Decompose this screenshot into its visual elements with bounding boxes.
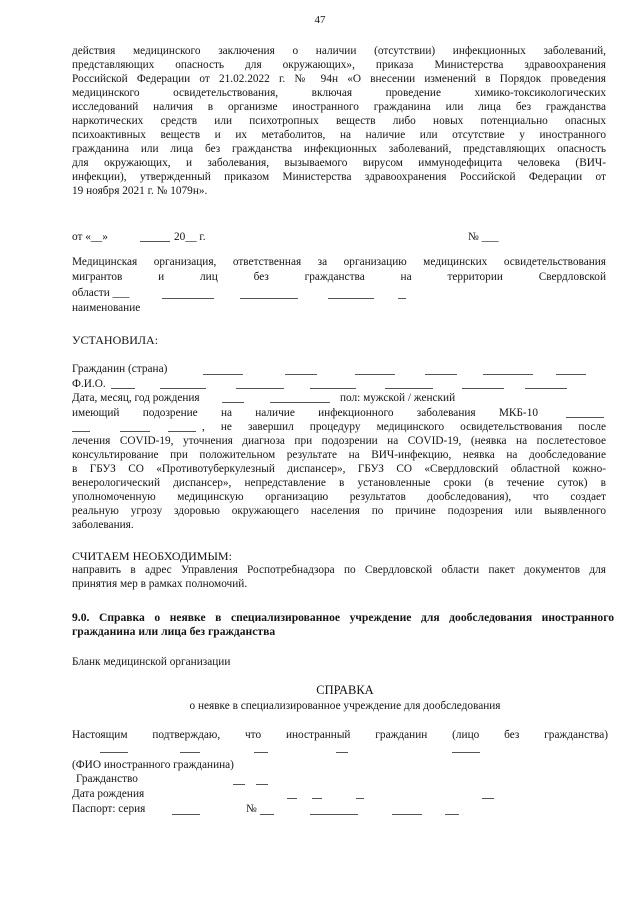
intro-line: действия медицинского заключения о наличии (отсутствии) инфекционных заболеваний, [72, 45, 606, 57]
org-blank [328, 298, 374, 299]
suspicion-line: имеющий подозрение на наличие инфекционного заболевания МКБ-10 [72, 407, 538, 419]
birth-label: Дата, месяц, год рождения [72, 392, 200, 404]
field-blank [355, 374, 395, 375]
suspicion-line: венерологический диспансер», непредставление в установленные сроки (в течение суток) в [72, 477, 606, 489]
org-name-caption: наименование [72, 302, 141, 314]
suspicion-line: реальную угрозу здоровью окружающего населения по причине подозрения или выявленного [72, 505, 606, 517]
field-blank [556, 374, 586, 375]
org-blank [398, 298, 406, 299]
field-blank [462, 388, 504, 389]
field-blank [270, 402, 330, 403]
intro-line: инфекции), утвержденный приказом Министерства здравоохранения Российской Федерации от [72, 171, 606, 183]
fio-blank [452, 752, 480, 753]
field-blank [203, 374, 243, 375]
suspicion-line: лечения COVID-19, уточнения диагноза при подозрении на COVID-19, (неявка на послетестовое [72, 435, 606, 447]
birth-date-blank [287, 798, 297, 799]
section-title-cont: гражданина или лица без гражданства [72, 625, 276, 638]
intro-line: 19 ноября 2021 г. № 1079н». [72, 185, 208, 197]
intro-line: психоактивных веществ и их метаболитов, на наличие или отсутствие у иностранного [72, 129, 606, 141]
citizenship-blank [233, 784, 245, 785]
passport-number-blank [392, 814, 422, 815]
necessary-heading: СЧИТАЕМ НЕОБХОДИМЫМ: [72, 549, 232, 563]
org-line: Медицинская организация, ответственная за организацию медицинских освидетельствования [72, 256, 606, 268]
established-heading: УСТАНОВИЛА: [72, 333, 159, 347]
field-blank [385, 388, 433, 389]
certificate-subtitle: о неявке в специализированное учреждение для дообследования [189, 700, 501, 712]
intro-line: исследований наличия в организме иностранного гражданина или лица без гражданства [72, 101, 606, 113]
field-blank [483, 374, 533, 375]
passport-number-blank [445, 814, 459, 815]
birth-date-label: Дата рождения [72, 788, 145, 800]
confirm-line: Настоящим подтверждаю, что иностранный гражданин (лицо без гражданства) [72, 729, 608, 741]
org-blank [240, 298, 298, 299]
date-month-blank [140, 241, 170, 242]
passport-series-label: Паспорт: серия [72, 803, 146, 815]
intro-line: медицинского освидетельствования, включая проведение химико-токсикологических [72, 87, 606, 99]
fio-blank [254, 752, 268, 753]
intro-line: Российской Федерации от 21.02.2022 г. № 94н «О внесении изменений в Порядок проведения [72, 73, 606, 85]
birth-date-blank [312, 798, 322, 799]
passport-series-blank [172, 814, 200, 815]
suspicion-line: заболевания. [72, 519, 134, 531]
intro-line: наркотических средств или психотропных веществ либо новых потенциально опасных [72, 115, 606, 127]
suspicion-line: уполномоченную медицинскую организацию результатов дообследования), что создает [72, 491, 606, 503]
icd-blank [168, 431, 196, 432]
icd-blank [72, 431, 90, 432]
field-blank [111, 388, 135, 389]
suspicion-line: в ГБУЗ СО «Противотуберкулезный диспансер», ГБУЗ СО «Свердловский областной кожно- [72, 463, 606, 475]
fio-blank [100, 752, 128, 753]
fio-blank [336, 752, 348, 753]
intro-line: гражданина или лица без гражданства инфекционных заболеваний, представляющих опасность [72, 143, 606, 155]
citizenship-label: Гражданство [76, 773, 138, 785]
fio-label: Ф.И.О. [72, 378, 106, 390]
icd-blank [566, 417, 604, 418]
birth-date-blank [482, 798, 494, 799]
field-blank [425, 374, 457, 375]
icd-blank [120, 431, 150, 432]
org-blank [162, 298, 214, 299]
sex-label: пол: мужской / женский [340, 392, 456, 404]
suspicion-line: , не завершил процедуру медицинского освидетельствования после [202, 421, 606, 433]
org-line: мигрантов и лиц без гражданства на территории Свердловской [72, 271, 606, 283]
doc-number-label: № ___ [468, 231, 499, 243]
passport-number-label: № [246, 803, 257, 815]
suspicion-line: консультирование при положительном результате на ВИЧ-инфекцию, неявка на дообследование [72, 449, 606, 461]
page-number: 47 [314, 14, 326, 26]
org-line-region: области ___ [72, 287, 130, 299]
field-blank [222, 402, 244, 403]
form-label: Бланк медицинской организации [72, 656, 231, 668]
birth-date-blank [356, 798, 364, 799]
necessary-line: направить в адрес Управления Роспотребнадзора по Свердловской области пакет документов для [72, 564, 606, 576]
citizenship-blank [256, 784, 268, 785]
fio-blank [180, 752, 200, 753]
date-year-label: 20__ г. [174, 231, 206, 243]
citizen-label: Гражданин (страна) [72, 363, 168, 375]
necessary-line: принятия мер в рамках полномочий. [72, 578, 248, 590]
field-blank [310, 388, 356, 389]
field-blank [525, 388, 567, 389]
passport-number-blank [260, 814, 274, 815]
fio-caption: (ФИО иностранного гражданина) [72, 759, 234, 771]
intro-line: для окружающих, и заболевания, вызываемого вирусом иммунодефицита человека (ВИЧ- [72, 157, 606, 169]
field-blank [160, 388, 206, 389]
intro-line: представляющих опасность для окружающих», приказа Министерства здравоохранения [72, 59, 606, 71]
section-title: 9.0. Справка о неявке в специализированное учреждение для дообследования иностранного [72, 611, 614, 624]
field-blank [285, 374, 317, 375]
passport-number-blank [310, 814, 358, 815]
date-from-label: от «__» [72, 231, 108, 243]
field-blank [236, 388, 284, 389]
certificate-title: СПРАВКА [316, 683, 374, 697]
